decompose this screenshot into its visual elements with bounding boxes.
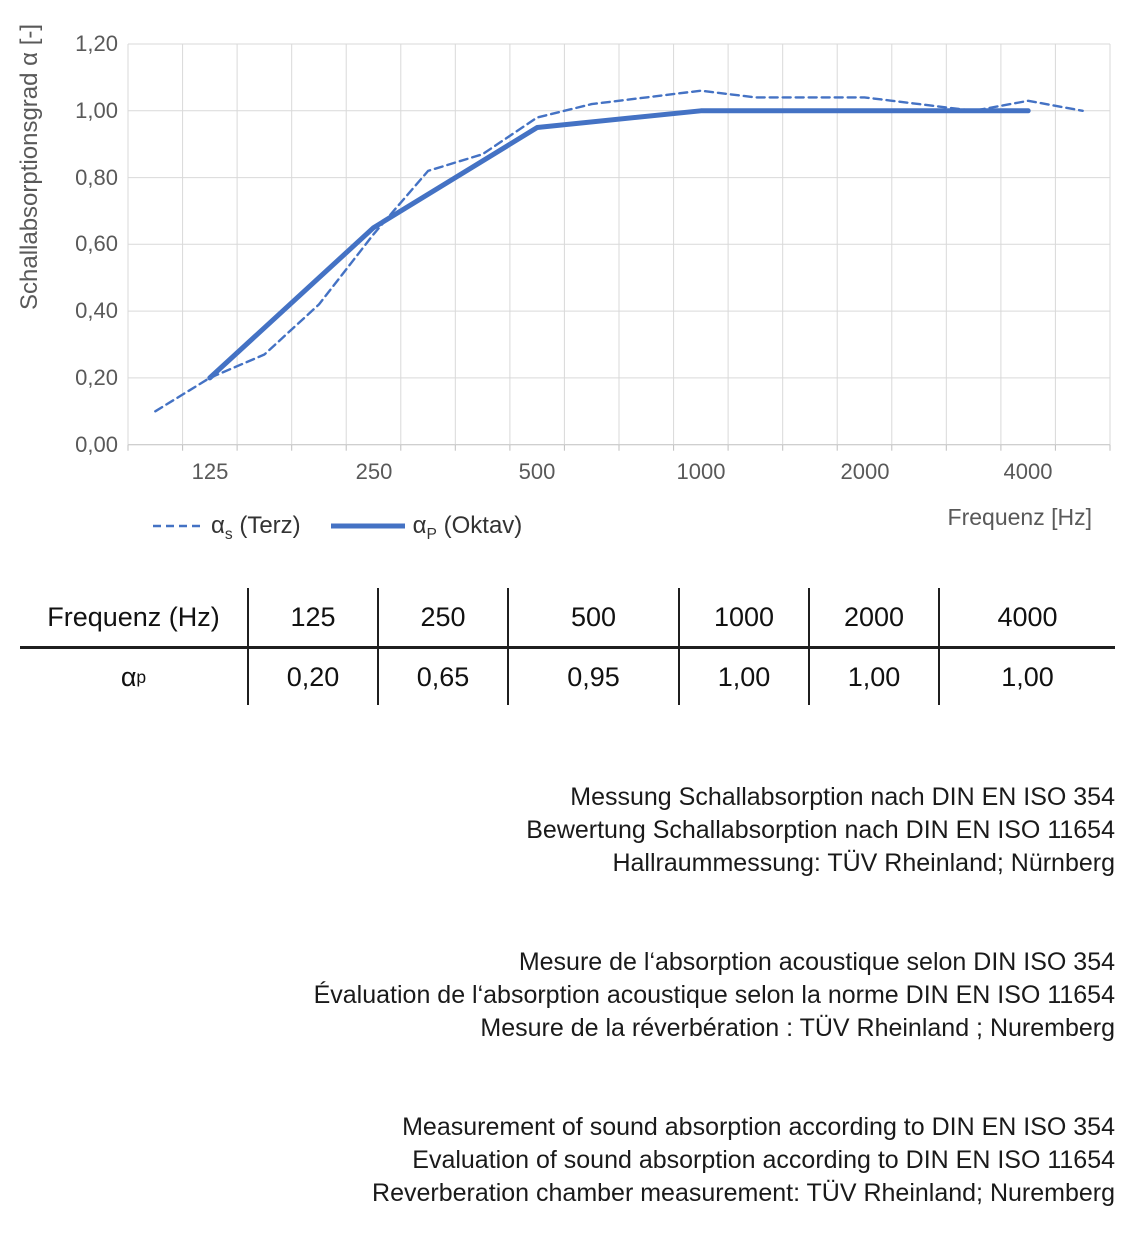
x-tick-label: 125 (191, 459, 229, 484)
note-line: Mesure de l‘absorption acoustique selon DIN ISO 354 (518, 948, 1115, 976)
note-line: Hallraummessung: TÜV Rheinland; Nürnberg (612, 849, 1115, 877)
legend-label: $\alpha_P$ (Oktav) (412, 512, 523, 543)
y-tick-label: 0,80 (75, 165, 118, 190)
x-tick-label: 250 (355, 459, 393, 484)
x-tick-label: 1000 (676, 459, 726, 484)
table-header-cell: 2000 (808, 588, 938, 649)
dashed-line-swatch-icon (153, 521, 203, 531)
chart-legend (153, 512, 523, 543)
legend-item-terz (153, 512, 301, 543)
y-tick-label: 0,60 (75, 231, 118, 256)
y-tick-label: 0,40 (75, 298, 118, 323)
x-tick-label: 2000 (840, 459, 890, 484)
measurement-notes (0, 781, 1135, 1210)
x-tick-label: 4000 (1003, 459, 1053, 484)
chart-plot-area (0, 0, 1135, 455)
notes-english (0, 1111, 1115, 1210)
note-line: Reverberation chamber measurement: TÜV Rheinland; Nuremberg (372, 1179, 1115, 1207)
x-axis-title: Frequenz [Hz] (947, 504, 1092, 530)
solid-line-swatch-icon (331, 521, 405, 531)
note-line: Measurement of sound absorption according to DIN EN ISO 354 (402, 1113, 1115, 1141)
notes-french (0, 946, 1115, 1045)
table-value-cell: 1,00 (678, 649, 808, 705)
note-line: Messung Schallabsorption nach DIN EN ISO 354 (570, 783, 1115, 811)
y-tick-label: 1,00 (75, 98, 118, 123)
x-tick-label: 500 (518, 459, 556, 484)
table-value-cell: 1,00 (808, 649, 938, 705)
table-header-cell: 250 (377, 588, 507, 649)
frequency-table (20, 588, 1115, 705)
table-header-cell: 125 (247, 588, 377, 649)
note-line: Mesure de la réverbération : TÜV Rheinland ; Nuremberg (480, 1014, 1115, 1042)
y-tick-label: 0,20 (75, 365, 118, 390)
table-header-frequency: Frequenz (Hz) (20, 588, 247, 649)
table-value-cell: 0,65 (377, 649, 507, 705)
table-value-cell: 1,00 (938, 649, 1115, 705)
note-line: Évaluation de l‘absorption acoustique selon la norme DIN EN ISO 11654 (313, 981, 1115, 1009)
table-header-cell: 1000 (678, 588, 808, 649)
table-value-cell: 0,20 (247, 649, 377, 705)
notes-german (0, 781, 1115, 880)
legend-label: $\alpha_s$ (Terz) (211, 512, 301, 543)
legend-item-oktav (331, 512, 523, 543)
table-header-cell: 500 (507, 588, 678, 649)
y-axis-title: Schallabsorptionsgrad α [-] (16, 23, 43, 310)
table-header-cell: 4000 (938, 588, 1115, 649)
y-tick-label: 0,00 (75, 432, 118, 457)
y-tick-label: 1,20 (75, 31, 118, 56)
note-line: Evaluation of sound absorption according to DIN EN ISO 11654 (412, 1146, 1115, 1174)
note-line: Bewertung Schallabsorption nach DIN EN ISO 11654 (526, 816, 1115, 844)
table-value-cell: 0,95 (507, 649, 678, 705)
table-row-label-alpha-p: α p (120, 661, 147, 692)
absorption-chart (0, 0, 1135, 560)
